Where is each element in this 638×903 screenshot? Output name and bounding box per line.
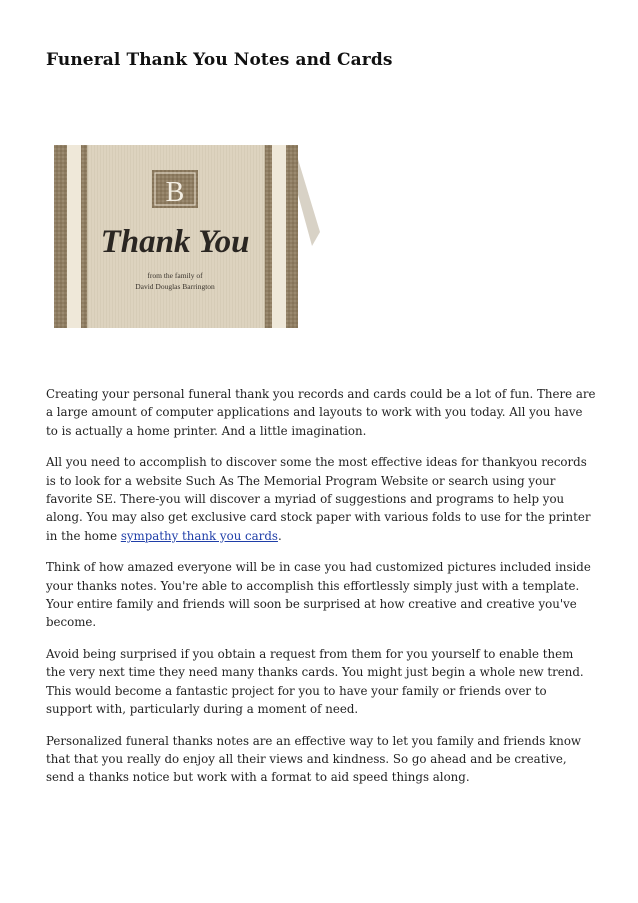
paragraph-3: Think of how amazed everyone will be in case you had customized pictures included inside your thanks notes. You're able to accomplish this effortlessly simply just with a template. Your entire family and friends will soon be surprised at how creative and creative you've become. xyxy=(46,560,591,630)
paragraph-1: Creating your personal funeral thank you records and cards could be a lot of fun. There are a large amount of computer applications and layouts to work with you today. All you have to is actually a home printer. And a little imagination. xyxy=(46,387,596,438)
paragraph-5: Personalized funeral thanks notes are an effective way to let you family and friends know that that you really do enjoy all their views and kindness. So go ahead and be creative, send a thanks notice but work with a format to aid speed things along. xyxy=(46,733,582,785)
paragraph-4: Avoid being surprised if you obtain a request from them for you yourself to enable them the very next time they need many thanks cards. You might just begin a whole new trend. This would become a fantastic project for you to have your family or friends over to support with, particularly during a moment of need. xyxy=(46,646,584,717)
paragraph-2: All you need to accomplish to discover some the most effective ideas for thankyou records is to look for a website Such As The Memorial Program Website or search using your favorite SE. There-you will discover a myriad of suggestions and programs to help you along. You may also get exclusive card stock paper with various folds to use for the printer in the home sympathy thank you cards. xyxy=(46,455,591,543)
right-stripe xyxy=(272,145,286,328)
left-stripe xyxy=(67,145,81,328)
article-body xyxy=(46,385,596,800)
card-illustration xyxy=(46,140,326,336)
thank-you-card-image xyxy=(46,140,326,336)
card-headline: Thank You xyxy=(100,224,250,260)
page-title: Funeral Thank You Notes and Cards xyxy=(46,50,393,70)
sympathy-cards-link[interactable]: sympathy thank you cards xyxy=(120,528,278,543)
monogram-letter: B xyxy=(165,177,185,208)
card-from-line: from the family of xyxy=(147,271,203,280)
card-name-line: David Douglas Barrington xyxy=(135,282,215,291)
